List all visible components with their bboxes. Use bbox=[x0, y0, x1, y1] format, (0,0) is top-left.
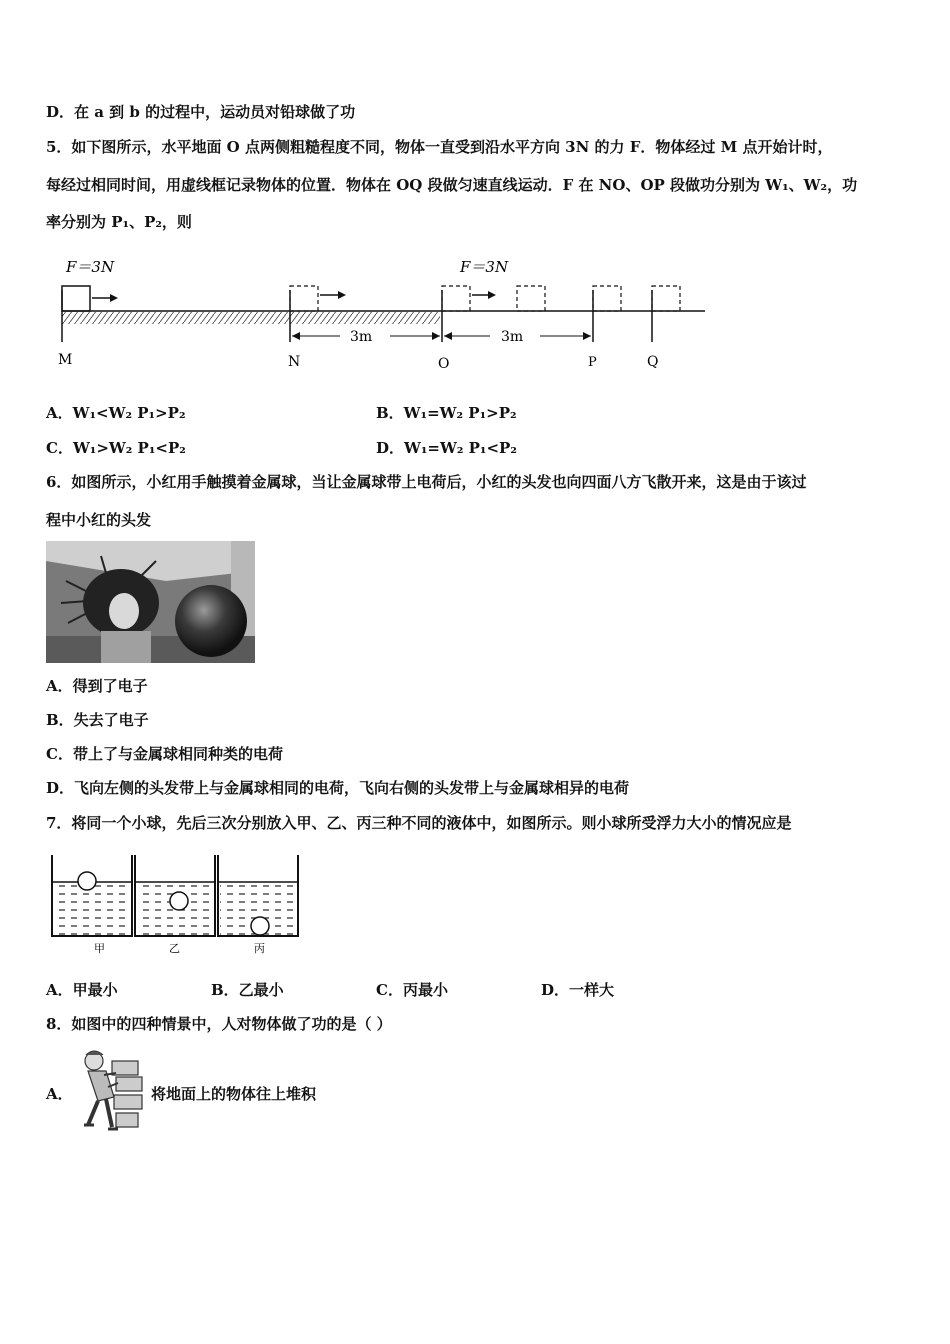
q6-option-d[interactable]: D．飞向左侧的头发带上与金属球相同的电荷，飞向右侧的头发带上与金属球相异的电荷 bbox=[46, 779, 630, 797]
distance-label-1: 3m bbox=[350, 329, 373, 345]
ball-jia bbox=[78, 872, 96, 890]
q7-option-b[interactable]: B．乙最小 bbox=[211, 981, 284, 999]
point-m-label: M bbox=[58, 352, 73, 368]
q5-option-a[interactable]: A．W₁<W₂ P₁>P₂ bbox=[46, 404, 186, 422]
q5-motion-diagram bbox=[40, 250, 720, 380]
point-q-label: Q bbox=[647, 354, 659, 370]
q7-stem-line1: 7．将同一个小球，先后三次分别放入甲、乙、丙三种不同的液体中，如图所示。则小球所受浮力大小的情况应是 bbox=[46, 814, 792, 832]
q6-option-b[interactable]: B．失去了电子 bbox=[46, 711, 149, 729]
force-arrowhead-3 bbox=[488, 291, 496, 299]
block-at-m bbox=[62, 286, 90, 311]
dashed-block-n bbox=[290, 286, 318, 311]
dashed-block-o bbox=[442, 286, 470, 311]
q4-option-d: D．在 a 到 b 的过程中，运动员对铅球做了功 bbox=[46, 103, 356, 121]
dist-arrowhead-1l bbox=[292, 332, 300, 340]
dashed-block-p bbox=[593, 286, 621, 311]
force-label-1: F＝3N bbox=[66, 258, 115, 276]
dashed-block-q bbox=[652, 286, 680, 311]
q5-stem-line2: 每经过相同时间，用虚线框记录物体的位置．物体在 OQ 段做匀速直线运动．F 在 NO、OP 段做功分别为 W₁、W₂，功 bbox=[46, 176, 858, 194]
q7-option-a[interactable]: A．甲最小 bbox=[46, 981, 118, 999]
q7-option-c[interactable]: C．丙最小 bbox=[376, 981, 448, 999]
q8-option-a-illustration bbox=[76, 1047, 148, 1133]
q6-stem-line2: 程中小红的头发 bbox=[46, 511, 152, 529]
dist-arrowhead-2l bbox=[444, 332, 452, 340]
q5-stem-line1: 5．如下图所示，水平地面 O 点两侧粗糙程度不同，物体一直受到沿水平方向 3N 的力 F．物体经过 M 点开始计时， bbox=[46, 138, 833, 156]
q8-option-a-text[interactable]: 将地面上的物体往上堆积 bbox=[151, 1085, 317, 1103]
q6-photo-girl-metal-ball bbox=[46, 541, 255, 663]
q8-option-a-letter[interactable]: A． bbox=[46, 1085, 73, 1103]
force-arrowhead-1 bbox=[110, 294, 118, 302]
label-jia: 甲 bbox=[94, 942, 105, 955]
point-n-label: N bbox=[288, 354, 301, 370]
q7-option-d[interactable]: D．一样大 bbox=[541, 981, 615, 999]
q5-option-c[interactable]: C．W₁>W₂ P₁<P₂ bbox=[46, 439, 186, 457]
dist-arrowhead-1r bbox=[432, 332, 440, 340]
q6-stem-line1: 6．如图所示，小红用手触摸着金属球，当让金属球带上电荷后，小红的头发也向四面八方飞散开来，这是由于该过 bbox=[46, 473, 807, 491]
point-p-label: P bbox=[588, 355, 597, 370]
q5-option-d[interactable]: D．W₁=W₂ P₁<P₂ bbox=[376, 439, 517, 457]
ball-yi bbox=[170, 892, 188, 910]
label-bing: 丙 bbox=[254, 942, 265, 955]
q5-option-b[interactable]: B．W₁=W₂ P₁>P₂ bbox=[376, 404, 517, 422]
rough-ground-hatch bbox=[62, 312, 440, 324]
dashed-block-3 bbox=[517, 286, 545, 311]
dist-arrowhead-2r bbox=[583, 332, 591, 340]
force-arrowhead-2 bbox=[338, 291, 346, 299]
q5-stem-line3: 率分别为 P₁、P₂，则 bbox=[46, 213, 192, 231]
q6-option-a[interactable]: A．得到了电子 bbox=[46, 677, 148, 695]
ball-bing bbox=[251, 917, 269, 935]
q8-stem-line1: 8．如图中的四种情景中，人对物体做了功的是（ ） bbox=[46, 1015, 392, 1033]
label-yi: 乙 bbox=[169, 942, 180, 955]
distance-label-2: 3m bbox=[501, 329, 524, 345]
q7-three-liquids-figure bbox=[46, 850, 306, 960]
q6-option-c[interactable]: C．带上了与金属球相同种类的电荷 bbox=[46, 745, 283, 763]
force-label-2: F＝3N bbox=[460, 258, 509, 276]
liquid-jia bbox=[54, 882, 130, 936]
point-o-label: O bbox=[438, 356, 450, 372]
